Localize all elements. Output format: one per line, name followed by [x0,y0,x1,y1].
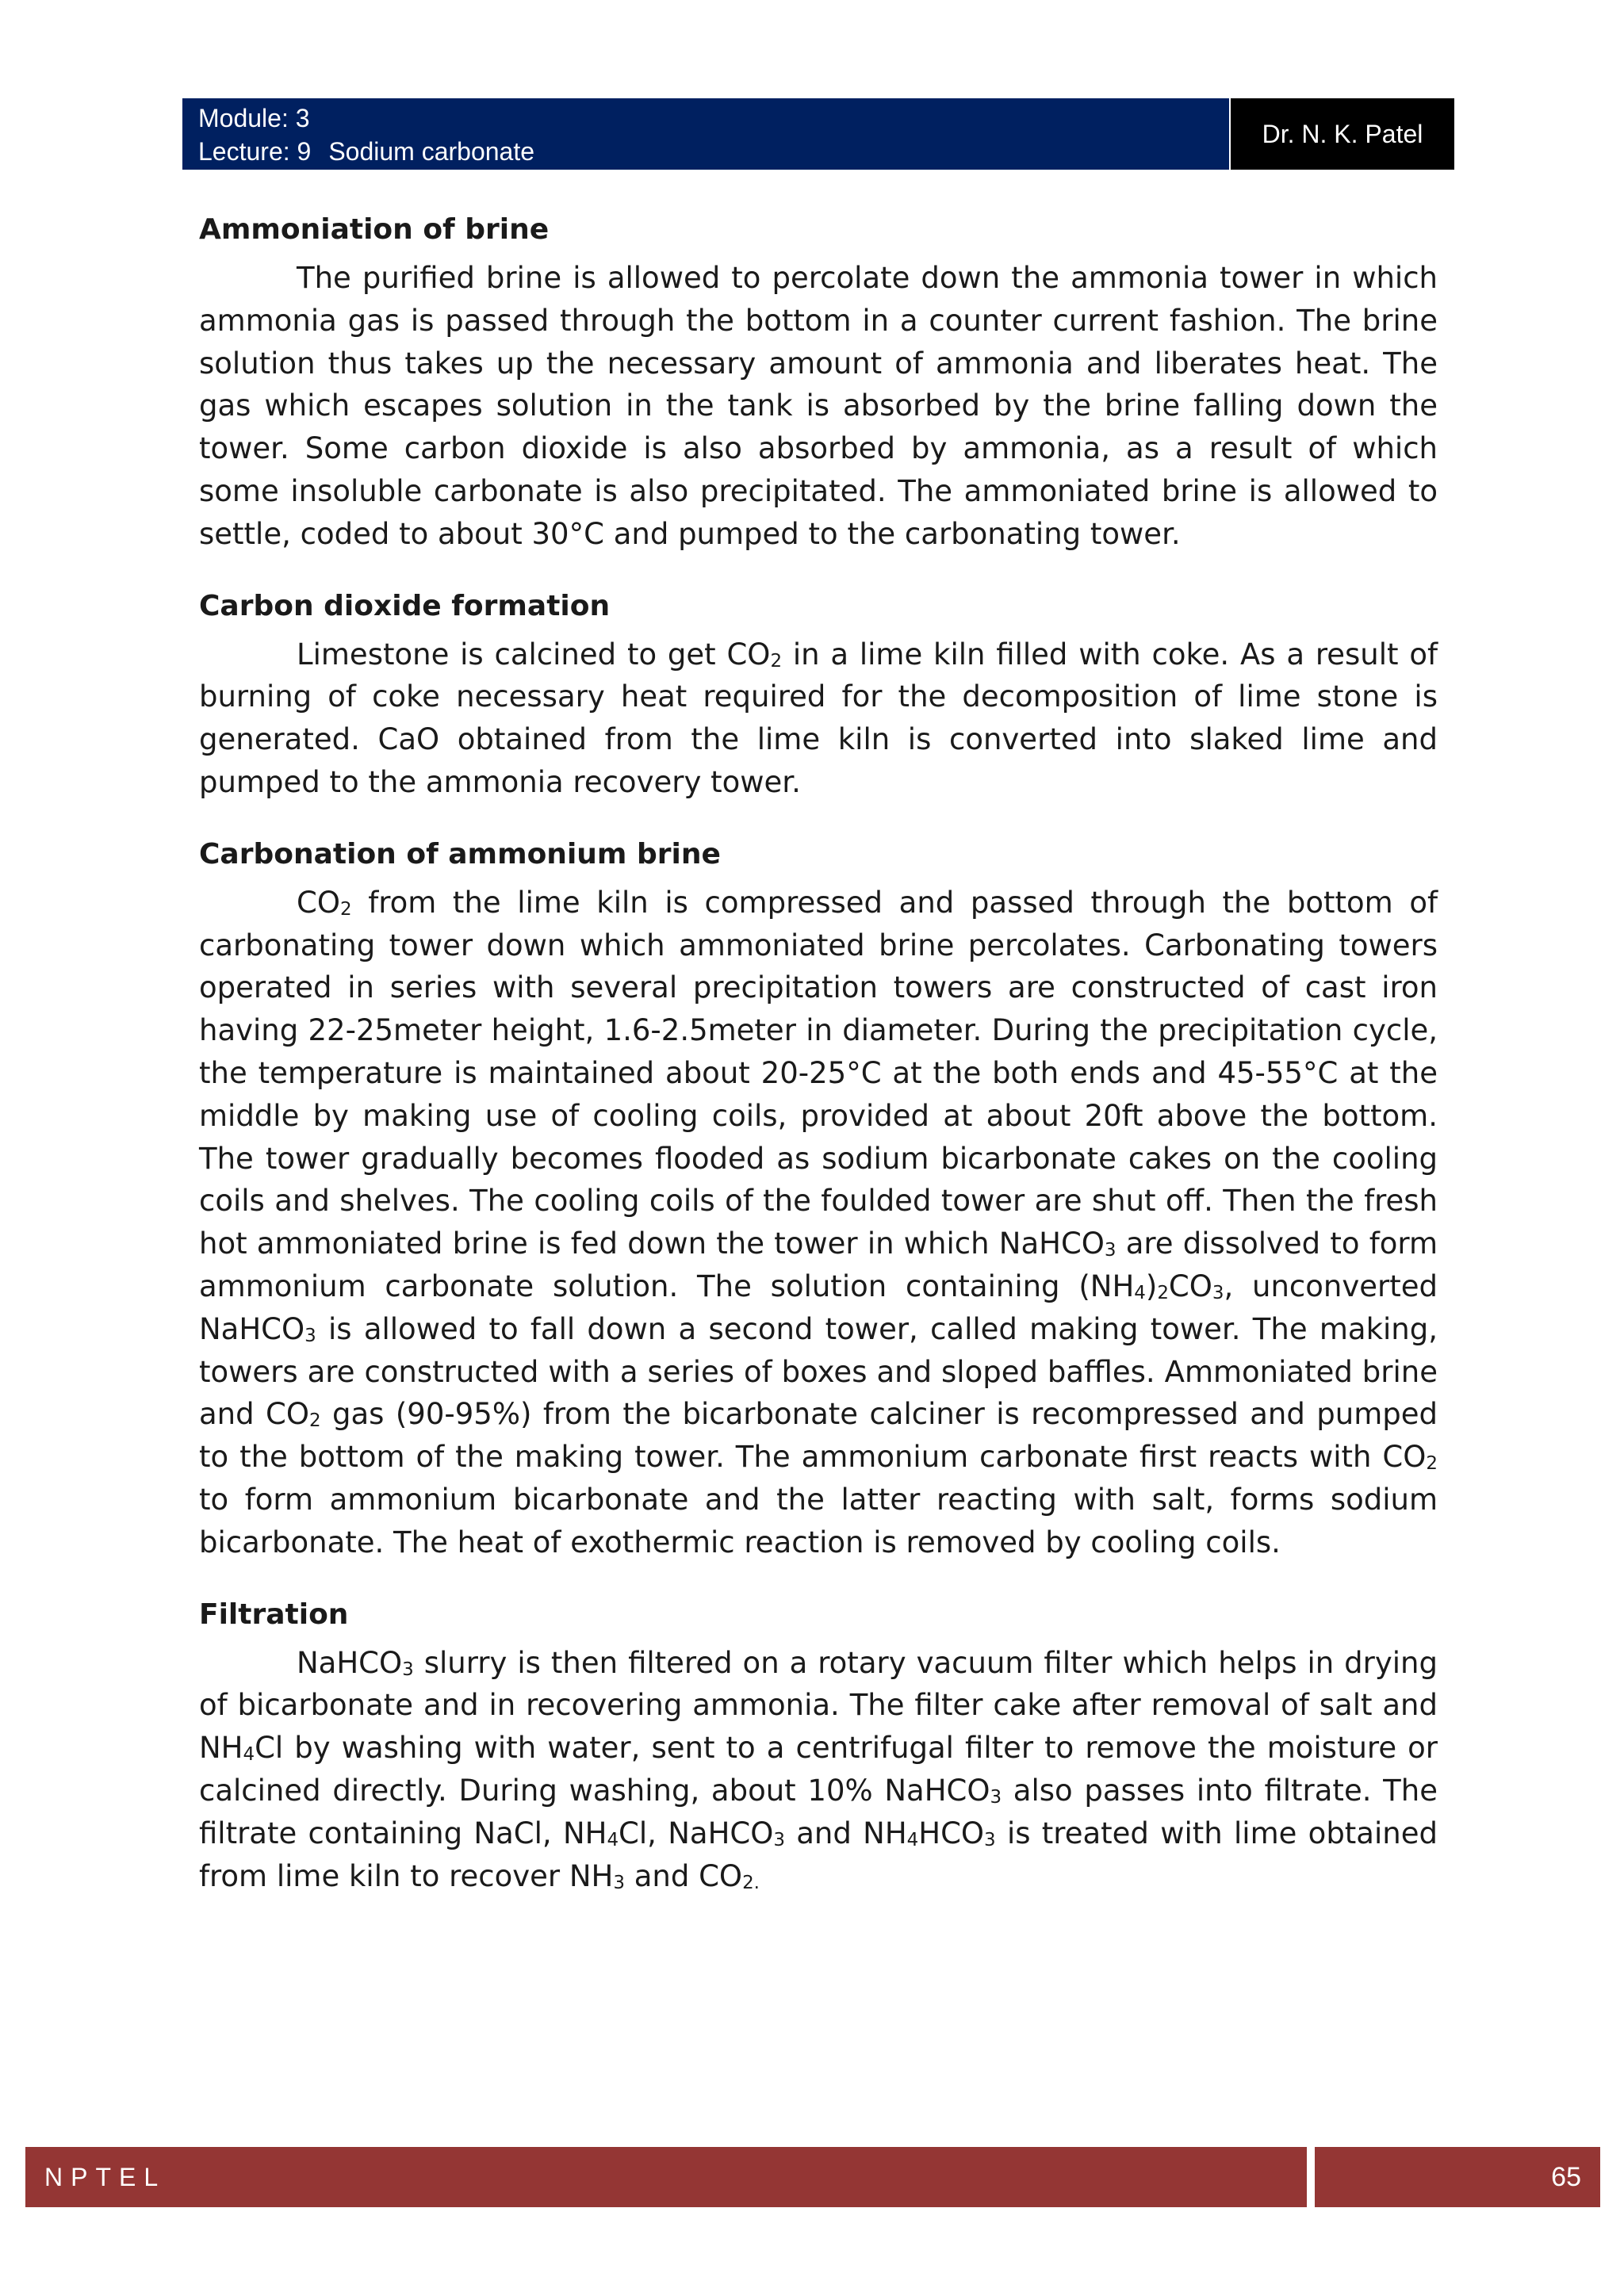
text-run: NaHCO [297,1645,403,1680]
text-run: CO [1168,1269,1212,1303]
subscript: 3 [1212,1282,1224,1303]
text-run: and NH [784,1816,907,1850]
text-run: Limestone is calcined to get CO [297,637,771,672]
subscript: 3 [773,1829,785,1850]
text-run: to form ammonium bicarbonate and the latter reacting with salt, forms sodium bicarbonate. The heat of exothermic reaction is removed by cooling coils. [199,1482,1438,1559]
text-run: Cl by washing with water, sent to a centrifugal filter to remove the moisture or calcined directly. During washing, about 10% NaHCO [199,1731,1438,1808]
subscript: 4 [906,1829,919,1850]
text-run: CO [297,885,340,920]
text-run: and CO [624,1858,743,1893]
page-content [199,211,1438,1929]
subscript: 2. [742,1872,760,1893]
subscript: 2 [339,898,352,920]
lecture-label: Lecture: 9 [198,137,312,166]
footer-brand-bar [25,2147,1307,2207]
text-run: The purified brine is allowed to percolate down the ammonia tower in which ammonia gas is passed through the bottom in a counter current fashion. The brine solution thus takes up the necessary amount of ammonia and liberates heat. The gas which escapes solution in the tank is absorbed by the brine falling down the tower. Some carbon dioxide is also absorbed by ammonia, as a result of which some insoluble carbonate is also precipitated. The ammoniated brine is allowed to settle, coded to about 30°C and pumped to the carbonating tower. [199,261,1438,551]
subscript: 2 [770,650,783,672]
lecture-line [198,135,1229,168]
header-author-box [1231,98,1454,170]
section-carbonation [199,836,1438,1564]
text-run: , unconverted NaHCO [199,1269,1438,1346]
subscript: 3 [613,1872,625,1893]
section-body [199,1642,1438,1898]
subscript: 4 [1134,1282,1146,1303]
text-run: Cl, NaHCO [619,1816,774,1850]
text-run: ) [1145,1269,1158,1303]
header-module-bar [182,98,1229,170]
section-title: Filtration [199,1598,349,1631]
section-title: Ammoniation of brine [199,213,550,246]
text-run: is allowed to fall down a second tower, called making tower. The making, towers are constructed with a series of boxes and sloped baffles. Ammoniated brine and CO [199,1311,1438,1432]
subscript: 2 [309,1410,321,1432]
subscript: 4 [243,1743,255,1765]
text-run: also passes into filtrate. The filtrate containing NaCl, NH [199,1773,1438,1850]
subscript: 2 [1426,1452,1438,1474]
subscript: 3 [984,1829,996,1850]
subscript: 2 [1157,1282,1169,1303]
subscript: 3 [402,1659,414,1680]
footer-brand: NPTEL [44,2162,167,2191]
section-ammoniation [199,211,1438,556]
subscript: 3 [990,1786,1002,1808]
page-number: 65 [1551,2161,1581,2192]
subscript: 3 [1104,1239,1116,1261]
section-body [199,882,1438,1564]
lecture-topic: Sodium carbonate [328,137,535,166]
text-run: gas (90-95%) from the bicarbonate calciner is recompressed and pumped to the bottom of the making tower. The ammonium carbonate first reacts with CO [199,1397,1438,1475]
section-body [199,257,1438,556]
text-run: in a lime kiln filled with coke. As a result of burning of coke necessary heat required for the decomposition of lime stone is generated. CaO obtained from the lime kiln is converted into slaked lime and pumped to the ammonia recovery tower. [199,637,1438,799]
module-label: Module: 3 [198,104,310,132]
section-title: Carbon dioxide formation [199,589,611,622]
footer-page-box [1315,2147,1600,2207]
text-run: from the lime kiln is compressed and passed through the bottom of carbonating tower down which ammoniated brine percolates. Carbonating towers operated in series with several precipitation towers are constructed of cast iron having 22-25meter height, 1.6-2.5meter in diameter. During the precipitation cycle, the temperature is maintained about 20-25°C at the both ends and 45-55°C at the middle by making use of cooling coils, provided at about 20ft above the bottom. The tower gradually becomes flooded as sodium bicarbonate cakes on the cooling coils and shelves. The cooling coils of the foulded tower are shut off. Then the fresh hot ammoniated brine is fed down the tower in which NaHCO [199,885,1438,1261]
section-filtration [199,1596,1438,1898]
section-body [199,633,1438,804]
author-name: Dr. N. K. Patel [1262,119,1423,148]
text-run: slurry is then filtered on a rotary vacuum filter which helps in drying of bicarbonate and in recovering ammonia. The filter cake after removal of salt and NH [199,1645,1438,1766]
section-title: Carbonation of ammonium brine [199,837,721,871]
section-co2-formation [199,587,1438,804]
subscript: 4 [607,1829,619,1850]
subscript: 3 [304,1325,316,1346]
text-run: is treated with lime obtained from lime kiln to recover NH [199,1816,1438,1893]
text-run: are dissolved to form ammonium carbonate solution. The solution containing (NH [199,1226,1438,1303]
text-run: HCO [918,1816,985,1850]
